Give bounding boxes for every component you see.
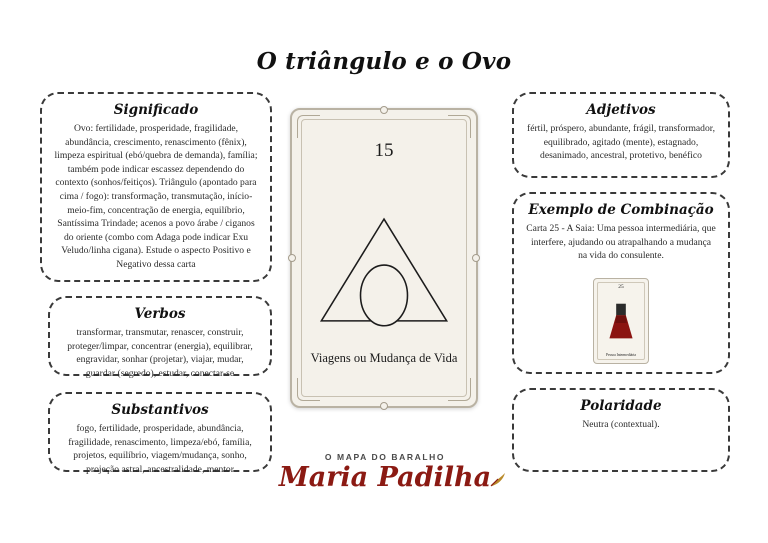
- section-text-adjetivos: fértil, próspero, abundante, frágil, transformador, equilibrado, agitado (mente), estagnado, desanimado, ancestral, protetivo, benéfico: [527, 123, 715, 162]
- section-significado: [40, 92, 272, 282]
- skirt-icon: [594, 299, 648, 347]
- section-heading-exemplo: Exemplo de Combinação: [528, 202, 714, 218]
- card-corner-ornament: [297, 115, 320, 138]
- triangle-egg-icon: [292, 198, 476, 338]
- section-text-substantivos: fogo, fertilidade, prosperidade, abundância, fragilidade, renascimento, limpeza/ebó, família, projetos, equilíbrio, viagem/mudança, sonho, projeção astral, ancestralidade, mentor: [68, 423, 252, 475]
- brand-logo: [270, 452, 500, 492]
- section-text-verbos: transformar, transmutar, renascer, construir, proteger/limpar, concentrar (energia), equilibrar, engravidar, sonhar (projetar), viajar, mudar, guardar (segredo), estudar, conectar-se: [67, 327, 253, 379]
- leaf-icon: [489, 470, 507, 488]
- page-title: O triângulo e o Ovo: [256, 48, 512, 75]
- section-heading-adjetivos: Adjetivos: [586, 102, 656, 118]
- card-edge-dot: [380, 106, 388, 114]
- section-heading-verbos: Verbos: [134, 306, 186, 322]
- mini-card-caption: Pessoa Intermediária: [605, 353, 637, 357]
- section-heading-substantivos: Substantivos: [111, 402, 209, 418]
- section-heading-polaridade: Polaridade: [580, 398, 662, 414]
- logo-name-text: Maria Padilha: [278, 462, 492, 493]
- card-corner-ornament: [448, 378, 471, 401]
- card-corner-ornament: [297, 378, 320, 401]
- section-text-significado: Ovo: fertilidade, prosperidade, fragilidade, abundância, crescimento, renascimento (fênix), limpeza espiritual (ebó/quebra de demanda), família; também pode indicar escassez dependendo do contexto (sonhos/feitiços). Triângulo (apontado para cima / fogo): transformação, transmutação, início-meio-fim, concentração de energia, equilíbrio, Santíssima Trindade; acenos a povo árabe / ciganos do oriente (combo com Adaga pode indicar Exu Veludo/linha cigana). Estude o aspecto Positivo e Negativo dessa carta: [54, 123, 258, 271]
- section-heading-significado: Significado: [113, 102, 199, 118]
- section-text-polaridade: Neutra (contextual).: [582, 419, 660, 430]
- tarot-card-15: [290, 108, 478, 408]
- section-exemplo-combinacao: [512, 192, 730, 374]
- section-verbos: [48, 296, 272, 379]
- card-number: 15: [374, 140, 394, 161]
- section-polaridade: [512, 388, 730, 472]
- logo-name: [279, 464, 491, 492]
- section-adjetivos: [512, 92, 730, 178]
- logo-tagline: O MAPA DO BARALHO: [324, 452, 446, 462]
- section-text-exemplo: Carta 25 - A Saia: Uma pessoa intermediária, que interfere, ajudando ou atrapalhando a mudança na vida do consulente.: [526, 223, 716, 262]
- card-caption: Viagens ou Mudança de Vida: [310, 351, 458, 365]
- section-substantivos: [48, 392, 272, 475]
- card-edge-dot: [380, 402, 388, 410]
- card-corner-ornament: [448, 115, 471, 138]
- mini-card-number: 25: [618, 284, 624, 290]
- example-card-25: [593, 278, 649, 364]
